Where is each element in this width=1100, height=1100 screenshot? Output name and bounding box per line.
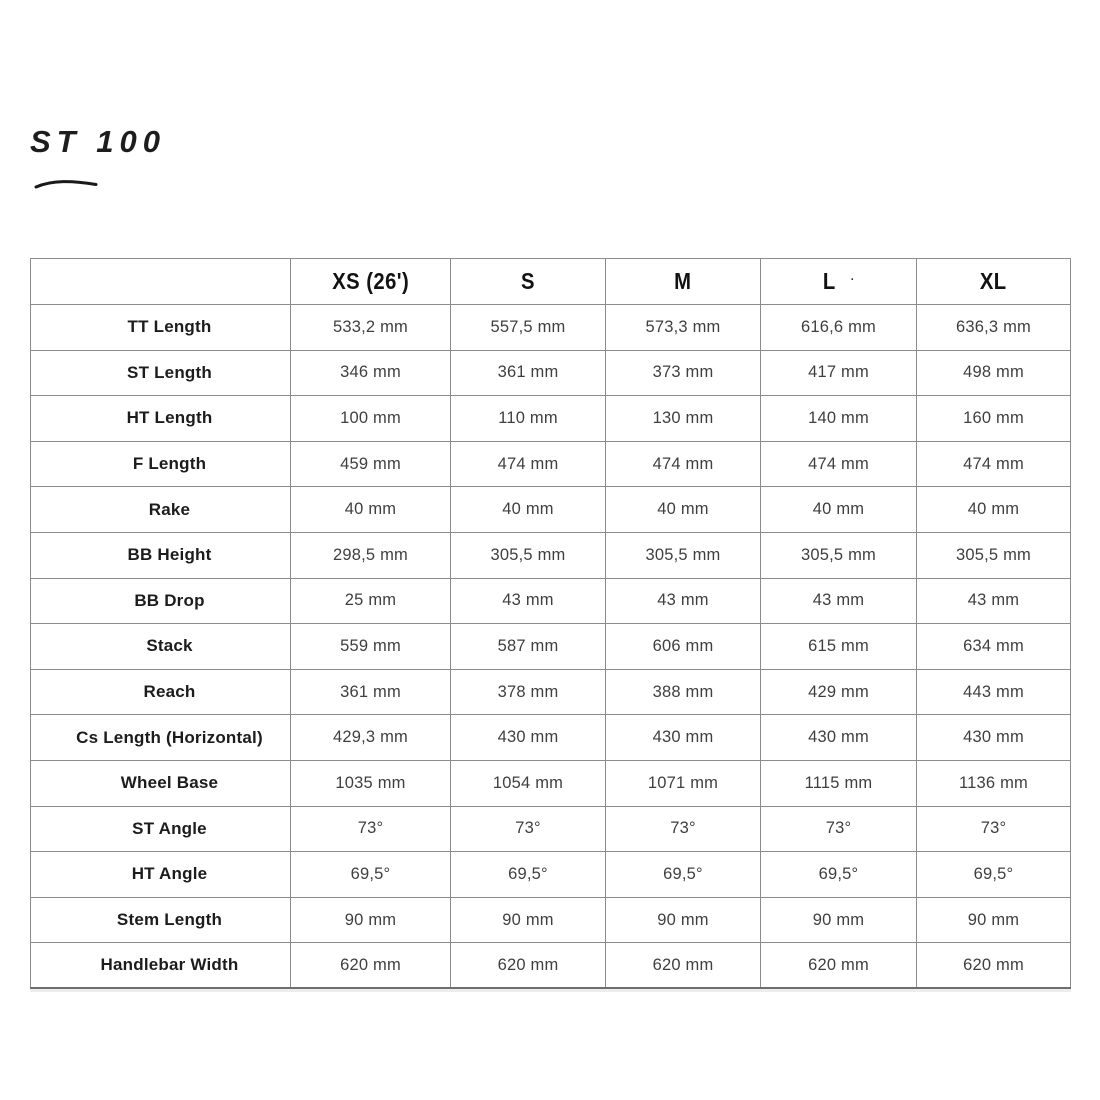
row-label: HT Length: [31, 396, 291, 442]
cell-xs: 559 mm: [291, 624, 451, 670]
cell-l: 1115 mm: [761, 760, 917, 806]
cell-xs: 90 mm: [291, 897, 451, 943]
cell-xl: 160 mm: [917, 396, 1071, 442]
cell-l: 140 mm: [761, 396, 917, 442]
cell-xl: 498 mm: [917, 350, 1071, 396]
cell-l: 620 mm: [761, 943, 917, 989]
cell-m: 373 mm: [606, 350, 761, 396]
cell-m: 69,5°: [606, 852, 761, 898]
cell-l: 69,5°: [761, 852, 917, 898]
cell-m: 40 mm: [606, 487, 761, 533]
cell-s: 73°: [451, 806, 606, 852]
cell-m: 1071 mm: [606, 760, 761, 806]
table-row-bb-drop: [31, 578, 1071, 624]
cell-s: 587 mm: [451, 624, 606, 670]
l-dot-marker: ·: [850, 274, 855, 286]
cell-xs: 100 mm: [291, 396, 451, 442]
cell-xs: 69,5°: [291, 852, 451, 898]
size-label-xs: XS (26'): [332, 268, 409, 294]
header-cell-s: [451, 259, 606, 305]
cell-xl: 90 mm: [917, 897, 1071, 943]
geometry-table-container: [30, 258, 1070, 989]
table-row-stack: [31, 624, 1071, 670]
cell-l: 40 mm: [761, 487, 917, 533]
table-row-tt-length: [31, 305, 1071, 351]
cell-xl: 443 mm: [917, 669, 1071, 715]
size-label-m: M: [674, 268, 692, 294]
header-cell-m: [606, 259, 761, 305]
cell-xs: 459 mm: [291, 441, 451, 487]
row-label: Rake: [31, 487, 291, 533]
table-row-stem-length: [31, 897, 1071, 943]
cell-s: 90 mm: [451, 897, 606, 943]
cell-m: 388 mm: [606, 669, 761, 715]
cell-s: 474 mm: [451, 441, 606, 487]
table-row-rake: [31, 487, 1071, 533]
title-underline-swoosh: [32, 176, 102, 192]
table-row-st-length: [31, 350, 1071, 396]
row-label: Reach: [31, 669, 291, 715]
cell-m: 606 mm: [606, 624, 761, 670]
cell-l: 615 mm: [761, 624, 917, 670]
cell-m: 620 mm: [606, 943, 761, 989]
cell-xs: 25 mm: [291, 578, 451, 624]
table-row-st-angle: [31, 806, 1071, 852]
cell-xl: 1136 mm: [917, 760, 1071, 806]
cell-l: 90 mm: [761, 897, 917, 943]
header-cell-xl: [917, 259, 1071, 305]
size-label-s: S: [521, 268, 535, 294]
cell-s: 110 mm: [451, 396, 606, 442]
cell-xs: 346 mm: [291, 350, 451, 396]
cell-xs: 533,2 mm: [291, 305, 451, 351]
cell-l: 430 mm: [761, 715, 917, 761]
header-cell-xs: [291, 259, 451, 305]
cell-xs: 73°: [291, 806, 451, 852]
cell-s: 40 mm: [451, 487, 606, 533]
cell-xs: 298,5 mm: [291, 532, 451, 578]
row-label: HT Angle: [31, 852, 291, 898]
cell-xl: 620 mm: [917, 943, 1071, 989]
header-row: [31, 259, 1071, 305]
table-row-ht-length: [31, 396, 1071, 442]
cell-l: 429 mm: [761, 669, 917, 715]
cell-xs: 361 mm: [291, 669, 451, 715]
cell-xl: 43 mm: [917, 578, 1071, 624]
row-label: F Length: [31, 441, 291, 487]
cell-xs: 1035 mm: [291, 760, 451, 806]
row-label: Cs Length (Horizontal): [31, 715, 291, 761]
cell-xl: 430 mm: [917, 715, 1071, 761]
table-row-cs-length: [31, 715, 1071, 761]
header-cell-l: [761, 259, 917, 305]
cell-xl: 474 mm: [917, 441, 1071, 487]
row-label: Stem Length: [31, 897, 291, 943]
size-label-l: L: [822, 268, 836, 294]
cell-m: 90 mm: [606, 897, 761, 943]
cell-xl: 40 mm: [917, 487, 1071, 533]
table-row-reach: [31, 669, 1071, 715]
cell-s: 1054 mm: [451, 760, 606, 806]
table-row-bb-height: [31, 532, 1071, 578]
header-cell-empty: [31, 259, 291, 305]
cell-m: 43 mm: [606, 578, 761, 624]
cell-l: 417 mm: [761, 350, 917, 396]
cell-s: 361 mm: [451, 350, 606, 396]
cell-m: 573,3 mm: [606, 305, 761, 351]
size-label-xl: XL: [980, 268, 1007, 294]
cell-xl: 634 mm: [917, 624, 1071, 670]
row-label: Stack: [31, 624, 291, 670]
cell-m: 305,5 mm: [606, 532, 761, 578]
cell-s: 620 mm: [451, 943, 606, 989]
cell-xs: 40 mm: [291, 487, 451, 533]
cell-l: 43 mm: [761, 578, 917, 624]
cell-s: 69,5°: [451, 852, 606, 898]
cell-xl: 69,5°: [917, 852, 1071, 898]
table-row-wheel-base: [31, 760, 1071, 806]
cell-l: 73°: [761, 806, 917, 852]
table-row-f-length: [31, 441, 1071, 487]
cell-m: 130 mm: [606, 396, 761, 442]
row-label: ST Angle: [31, 806, 291, 852]
cell-s: 305,5 mm: [451, 532, 606, 578]
cell-s: 557,5 mm: [451, 305, 606, 351]
geometry-table: [30, 258, 1071, 989]
cell-xl: 305,5 mm: [917, 532, 1071, 578]
cell-xs: 620 mm: [291, 943, 451, 989]
cell-l: 305,5 mm: [761, 532, 917, 578]
row-label: ST Length: [31, 350, 291, 396]
cell-s: 43 mm: [451, 578, 606, 624]
cell-xs: 429,3 mm: [291, 715, 451, 761]
table-row-handlebar-width: [31, 943, 1071, 989]
table-row-ht-angle: [31, 852, 1071, 898]
cell-xl: 73°: [917, 806, 1071, 852]
cell-m: 430 mm: [606, 715, 761, 761]
row-label: Handlebar Width: [31, 943, 291, 989]
row-label: Wheel Base: [31, 760, 291, 806]
cell-m: 73°: [606, 806, 761, 852]
cell-s: 430 mm: [451, 715, 606, 761]
cell-m: 474 mm: [606, 441, 761, 487]
row-label: TT Length: [31, 305, 291, 351]
cell-l: 616,6 mm: [761, 305, 917, 351]
cell-xl: 636,3 mm: [917, 305, 1071, 351]
cell-s: 378 mm: [451, 669, 606, 715]
row-label: BB Height: [31, 532, 291, 578]
row-label: BB Drop: [31, 578, 291, 624]
page-title: ST 100: [30, 124, 166, 159]
cell-l: 474 mm: [761, 441, 917, 487]
